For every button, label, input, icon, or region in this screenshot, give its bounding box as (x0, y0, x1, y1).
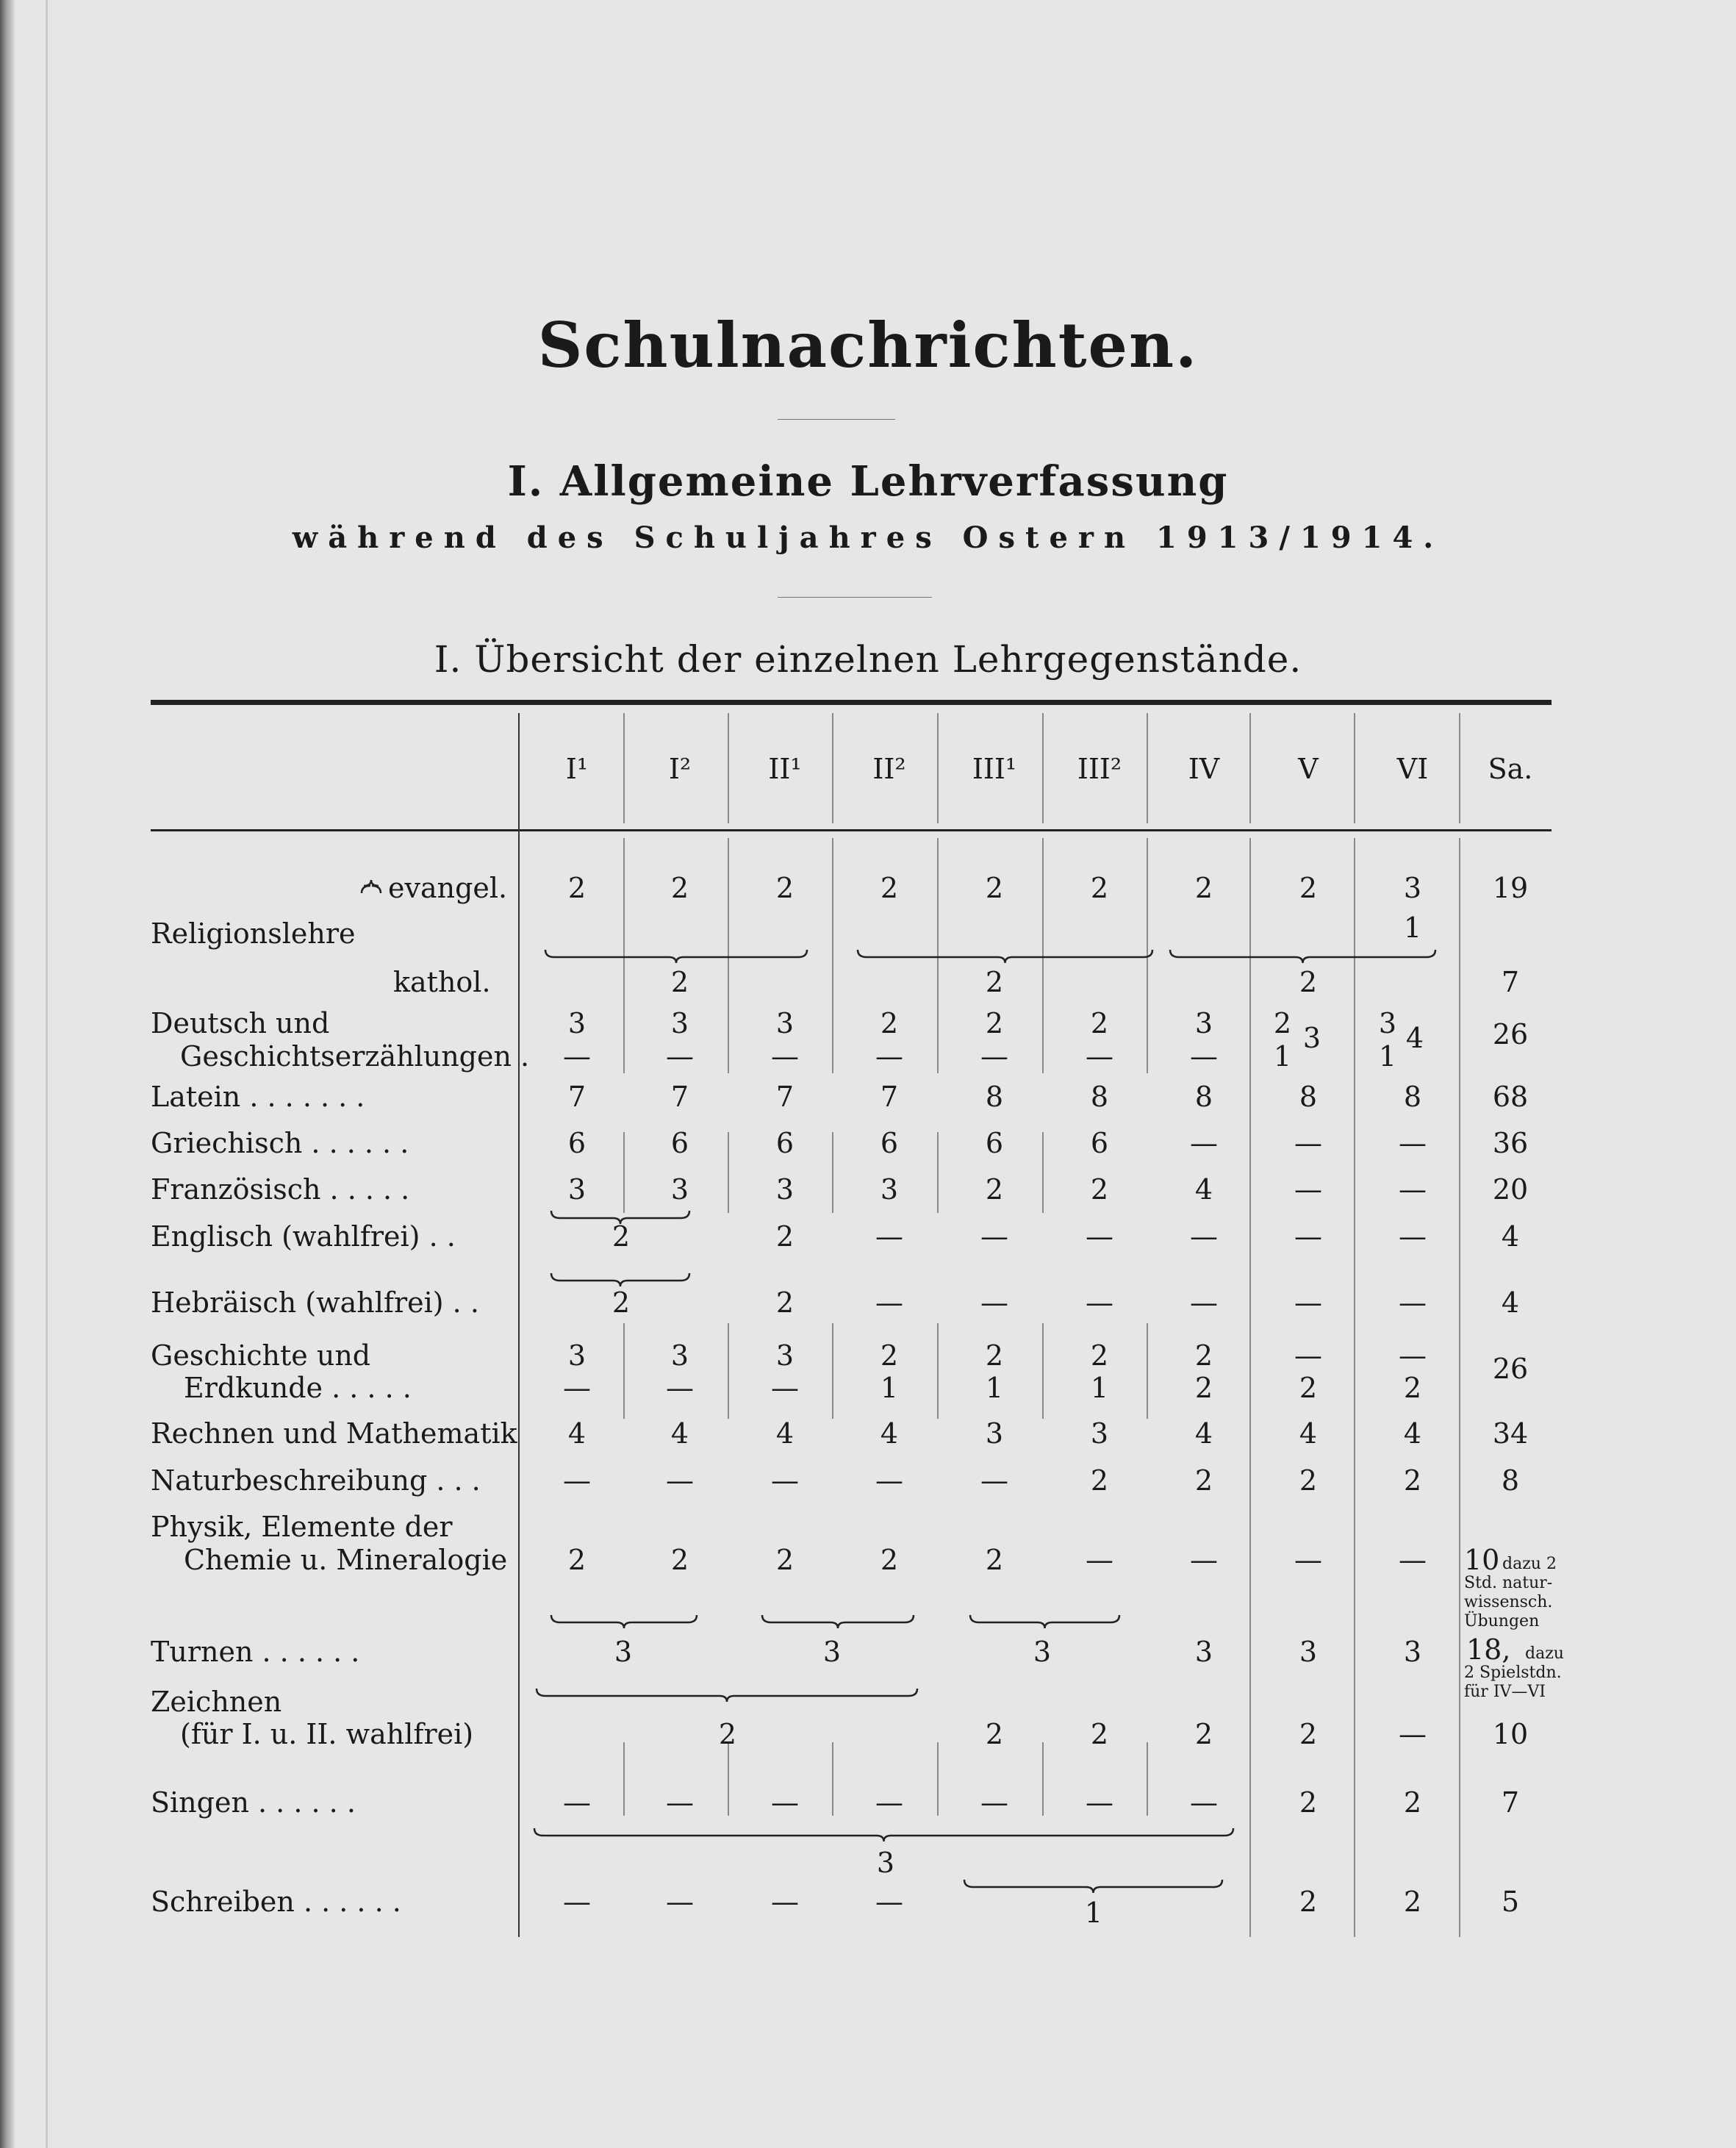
physik-value: — (1190, 1544, 1218, 1576)
deutsch-top-value: 3 (567, 1007, 587, 1039)
column-rule (623, 1742, 625, 1816)
religion-evangel-value: 2 (1299, 872, 1318, 904)
subject-label: Französisch . . . . . (151, 1173, 410, 1206)
natur-value: 8 (1501, 1464, 1520, 1497)
deutsch-bottom-value: — (666, 1040, 694, 1073)
natur-value: 2 (1194, 1464, 1213, 1497)
turnen-brace-1 (550, 1614, 698, 1630)
column-rule (1147, 713, 1148, 823)
zeichnen-value: 2 (985, 1718, 1004, 1750)
religion-evangel-value: 2 (567, 872, 587, 904)
hebraeisch-value: — (1190, 1286, 1218, 1319)
schreiben-value: 2 (1299, 1886, 1318, 1918)
physik-label-2: Chemie u. Mineralogie (184, 1544, 508, 1576)
geschichte-top-value: 2 (985, 1339, 1004, 1372)
deutsch-label-2: Geschichtserzählungen . (180, 1040, 530, 1073)
rechnen-value: 3 (985, 1417, 1004, 1450)
column-rule (728, 1132, 729, 1213)
singen-value: 2 (1299, 1786, 1318, 1819)
column-rule (832, 838, 833, 1073)
schreiben-value: — (875, 1886, 903, 1918)
subject-value: 6 (670, 1127, 689, 1159)
religion-evangel-value: 2 (880, 872, 899, 904)
rechnen-value: 4 (670, 1417, 689, 1450)
subject-label: Griechisch . . . . . . (151, 1127, 409, 1159)
religion-evangel-value: 2 (1194, 872, 1213, 904)
subject-value: 6 (985, 1127, 1004, 1159)
subject-value: 3 (880, 1173, 899, 1206)
singen-value: — (1086, 1786, 1113, 1819)
rechnen-value: 4 (880, 1417, 899, 1450)
geschichte-top-value: 2 (1090, 1339, 1109, 1372)
deutsch-top-value: 3 (1194, 1007, 1213, 1039)
schreiben-value: — (563, 1886, 591, 1918)
zeichnen-value: 2 (1299, 1718, 1318, 1750)
schreiben-brace (963, 1878, 1224, 1894)
deutsch-bottom-value: — (771, 1040, 799, 1073)
turnen-label: Turnen . . . . . . (151, 1636, 360, 1668)
physik-label-1: Physik, Elemente der (151, 1511, 453, 1543)
geschichte-bottom-value: — (563, 1372, 591, 1404)
subject-value: 3 (567, 1173, 587, 1206)
geschichte-bottom-value: — (771, 1372, 799, 1404)
rechnen-value: 4 (567, 1417, 587, 1450)
rechnen-label: Rechnen und Mathematik (151, 1417, 517, 1450)
deutsch-vi-sum: 4 (1405, 1022, 1424, 1054)
column-rule (623, 1323, 625, 1419)
subject-value: — (1294, 1173, 1322, 1206)
natur-value: — (666, 1464, 694, 1497)
kathol-brace-3 (1169, 948, 1437, 964)
turnen-brace-2 (761, 1614, 915, 1630)
geschichte-label-2: Erdkunde . . . . . (184, 1372, 412, 1404)
subject-value: 3 (670, 1173, 689, 1206)
column-rule (832, 1132, 833, 1213)
subject-value: 6 (775, 1127, 795, 1159)
englisch-value: — (1399, 1220, 1427, 1253)
schreiben-merged: 1 (1084, 1897, 1103, 1929)
hebraeisch-value: — (875, 1286, 903, 1319)
singen-brace (533, 1827, 1235, 1843)
column-rule (1042, 1323, 1044, 1419)
column-rule (1147, 1323, 1148, 1419)
zeichnen-value: 10 (1492, 1718, 1529, 1750)
singen-merged-below: 3 (876, 1847, 895, 1879)
physik-value: 2 (880, 1544, 899, 1576)
column-header: III² (1077, 753, 1122, 785)
header-bottom-rule (151, 829, 1552, 831)
section-heading: I. Allgemeine Lehrverfassung (507, 457, 1229, 506)
subject-value: 7 (670, 1081, 689, 1113)
title-divider (778, 419, 895, 420)
geschichte-top-value: 3 (670, 1339, 689, 1372)
subject-value: 6 (1090, 1127, 1109, 1159)
physik-value: — (1294, 1544, 1322, 1576)
turnen-brace-3 (969, 1614, 1121, 1630)
column-header: III¹ (972, 753, 1017, 785)
zeichnen-value: 2 (1194, 1718, 1213, 1750)
deutsch-bottom-value: — (1190, 1040, 1218, 1073)
table-title: I. Übersicht der einzelnen Lehrgegenstände. (434, 638, 1302, 681)
turnen-value: 3 (1194, 1636, 1213, 1668)
englisch-value: — (875, 1220, 903, 1253)
turnen-note: für IV—VI (1464, 1683, 1546, 1701)
physik-value: 2 (670, 1544, 689, 1576)
subject-value: 68 (1492, 1081, 1529, 1113)
englisch-value: 2 (775, 1220, 795, 1253)
subject-label: Latein . . . . . . . (151, 1081, 365, 1113)
column-rule (1042, 713, 1044, 823)
column-header: II¹ (768, 753, 802, 785)
subject-value: — (1190, 1127, 1218, 1159)
hebraeisch-merged: 2 (611, 1286, 631, 1319)
englisch-value: — (980, 1220, 1008, 1253)
schreiben-value: 5 (1501, 1886, 1520, 1918)
zeichnen-merged: 2 (718, 1718, 737, 1750)
rechnen-value: 4 (775, 1417, 795, 1450)
rechnen-value: 3 (1090, 1417, 1109, 1450)
turnen-note: dazu (1525, 1644, 1564, 1663)
deutsch-v-top: 2 (1273, 1007, 1292, 1039)
hebraeisch-value: — (980, 1286, 1008, 1319)
physik-total: 10 (1464, 1544, 1500, 1576)
geschichte-top-value: 2 (1194, 1339, 1213, 1372)
column-header: I¹ (565, 753, 589, 785)
deutsch-top-value: 2 (880, 1007, 899, 1039)
religion-evangel-value: 3 (1403, 872, 1422, 904)
subject-value: 8 (1194, 1081, 1213, 1113)
turnen-total: 18, (1466, 1633, 1511, 1666)
column-header: VI (1396, 753, 1429, 785)
section-subheading: während des Schuljahres Ostern 1913/1914. (292, 520, 1444, 555)
geschichte-total: 26 (1492, 1353, 1529, 1385)
physik-value: 2 (775, 1544, 795, 1576)
natur-value: 2 (1090, 1464, 1109, 1497)
physik-note: dazu 2 (1502, 1555, 1557, 1573)
column-rule (1354, 838, 1355, 1937)
subject-value: 2 (1090, 1173, 1109, 1206)
religion-evangel-value: 19 (1492, 872, 1529, 904)
religion-kathol-value: 2 (985, 966, 1004, 998)
subject-value: 8 (1090, 1081, 1109, 1113)
deutsch-v-bottom: 1 (1273, 1040, 1292, 1073)
englisch-value: 4 (1501, 1220, 1520, 1253)
column-rule (1354, 713, 1355, 823)
zeichnen-brace (535, 1687, 919, 1703)
religion-evangel-value: 2 (775, 872, 795, 904)
physik-value: 2 (985, 1544, 1004, 1576)
subject-value: — (1399, 1127, 1427, 1159)
turnen-merged: 3 (614, 1636, 633, 1668)
physik-note: Übungen (1464, 1612, 1540, 1630)
geschichte-label-1: Geschichte und (151, 1339, 371, 1372)
natur-label: Naturbeschreibung . . . (151, 1464, 481, 1497)
deutsch-bottom-value: — (980, 1040, 1008, 1073)
geschichte-top-value: 3 (775, 1339, 795, 1372)
schreiben-value: — (771, 1886, 799, 1918)
singen-value: — (1190, 1786, 1218, 1819)
column-rule (728, 1323, 729, 1419)
column-rule (1459, 713, 1460, 823)
subject-value: 36 (1492, 1127, 1529, 1159)
schreiben-value: — (666, 1886, 694, 1918)
englisch-label: Englisch (wahlfrei) . . (151, 1220, 456, 1253)
deutsch-bottom-value: — (563, 1040, 591, 1073)
rechnen-value: 4 (1403, 1417, 1422, 1450)
deutsch-top-value: 2 (985, 1007, 1004, 1039)
column-rule (937, 1742, 939, 1816)
religion-evangel-value: 2 (985, 872, 1004, 904)
zeichnen-value: 2 (1090, 1718, 1109, 1750)
label-column-rule (518, 713, 520, 1937)
englisch-value: — (1086, 1220, 1113, 1253)
singen-label: Singen . . . . . . (151, 1786, 356, 1819)
column-rule (1249, 713, 1251, 823)
turnen-merged: 3 (1033, 1636, 1052, 1668)
religion-evangel-value: 2 (1090, 872, 1109, 904)
turnen-value: 3 (1299, 1636, 1318, 1668)
singen-value: — (666, 1786, 694, 1819)
kathol-brace-2 (856, 948, 1154, 964)
deutsch-label-1: Deutsch und (151, 1007, 330, 1039)
natur-value: — (563, 1464, 591, 1497)
column-rule (1147, 1742, 1148, 1816)
schreiben-value: 2 (1403, 1886, 1422, 1918)
geschichte-bottom-value: 1 (985, 1372, 1004, 1404)
zeichnen-label-1: Zeichnen (151, 1686, 282, 1718)
hebraeisch-value: — (1086, 1286, 1113, 1319)
religion-evangel-label: evangel. (388, 872, 508, 904)
column-header: IV (1188, 753, 1220, 785)
zeichnen-label-2: (für I. u. II. wahlfrei) (180, 1718, 474, 1750)
physik-value: 2 (567, 1544, 587, 1576)
deutsch-top-value: 3 (670, 1007, 689, 1039)
englisch-value: — (1190, 1220, 1218, 1253)
subject-value: 7 (880, 1081, 899, 1113)
geschichte-bottom-value: 2 (1403, 1372, 1422, 1404)
subject-value: — (1294, 1127, 1322, 1159)
physik-value: — (1086, 1544, 1113, 1576)
deutsch-bottom-value: — (875, 1040, 903, 1073)
geschichte-bottom-value: 2 (1194, 1372, 1213, 1404)
column-rule (1459, 838, 1460, 1937)
column-rule (832, 713, 833, 823)
column-header: I² (668, 753, 692, 785)
column-rule (1249, 838, 1251, 1937)
column-rule (623, 713, 625, 823)
geschichte-bottom-value: — (666, 1372, 694, 1404)
column-header: Sa. (1488, 753, 1533, 785)
geschichte-top-value: 2 (880, 1339, 899, 1372)
englisch-value: — (1294, 1220, 1322, 1253)
subject-value: 7 (567, 1081, 587, 1113)
religion-evangel-value: 2 (670, 872, 689, 904)
religion-kathol-value: 7 (1501, 966, 1520, 998)
deutsch-vi-bottom: 1 (1378, 1040, 1397, 1073)
subject-value: 8 (985, 1081, 1004, 1113)
natur-value: 2 (1403, 1464, 1422, 1497)
physik-value: — (1399, 1544, 1427, 1576)
column-rule (937, 1132, 939, 1213)
column-header: V (1298, 753, 1319, 785)
deutsch-top-value: 2 (1090, 1007, 1109, 1039)
geschichte-bottom-value: 1 (1090, 1372, 1109, 1404)
subject-value: 20 (1492, 1173, 1529, 1206)
singen-value: — (980, 1786, 1008, 1819)
column-rule (623, 1132, 625, 1213)
subject-value: 3 (775, 1173, 795, 1206)
geschichte-bottom-value: 1 (880, 1372, 899, 1404)
column-rule (1042, 1742, 1044, 1816)
physik-note: wissensch. (1464, 1593, 1553, 1611)
natur-value: — (875, 1464, 903, 1497)
page-title: Schulnachrichten. (537, 309, 1199, 382)
column-rule (728, 713, 729, 823)
rechnen-value: 4 (1194, 1417, 1213, 1450)
religion-bracket (360, 878, 382, 895)
englisch-merged: 2 (611, 1220, 631, 1253)
singen-value: 7 (1501, 1786, 1520, 1819)
deutsch-vi-top: 3 (1378, 1007, 1397, 1039)
column-rule (832, 1742, 833, 1816)
schreiben-label: Schreiben . . . . . . (151, 1886, 401, 1918)
subheading-divider (778, 597, 932, 598)
column-header: II² (872, 753, 906, 785)
religion-kathol-value: 2 (1299, 966, 1318, 998)
subject-value: 8 (1299, 1081, 1318, 1113)
hebraeisch-value: — (1399, 1286, 1427, 1319)
geschichte-bottom-value: 2 (1299, 1372, 1318, 1404)
subject-value: 4 (1194, 1173, 1213, 1206)
zeichnen-value: — (1399, 1718, 1427, 1750)
subject-value: 2 (985, 1173, 1004, 1206)
geschichte-top-value: — (1399, 1339, 1427, 1372)
geschichte-top-value: — (1294, 1339, 1322, 1372)
subject-value: 6 (880, 1127, 899, 1159)
rechnen-value: 4 (1299, 1417, 1318, 1450)
column-rule (937, 713, 939, 823)
kathol-brace-1 (544, 948, 808, 964)
table-top-rule (151, 700, 1552, 705)
singen-value: — (771, 1786, 799, 1819)
deutsch-v-sum: 3 (1302, 1022, 1321, 1054)
turnen-value: 3 (1403, 1636, 1422, 1668)
column-rule (728, 1742, 729, 1816)
religion-vi-extra: 1 (1403, 912, 1422, 944)
subject-value: 8 (1403, 1081, 1422, 1113)
natur-value: 2 (1299, 1464, 1318, 1497)
religion-kathol-value: 2 (670, 966, 689, 998)
deutsch-total: 26 (1492, 1018, 1529, 1050)
singen-value: — (875, 1786, 903, 1819)
hebraeisch-brace (550, 1272, 691, 1288)
column-rule (832, 1323, 833, 1419)
turnen-note: 2 Spielstdn. (1464, 1664, 1562, 1682)
singen-value: — (563, 1786, 591, 1819)
deutsch-bottom-value: — (1086, 1040, 1113, 1073)
deutsch-top-value: 3 (775, 1007, 795, 1039)
physik-note: Std. natur- (1464, 1574, 1553, 1592)
religion-label: Religionslehre (151, 917, 356, 950)
hebraeisch-value: 2 (775, 1286, 795, 1319)
rechnen-value: 34 (1492, 1417, 1529, 1450)
subject-value: 7 (775, 1081, 795, 1113)
column-rule (1042, 1132, 1044, 1213)
hebraeisch-value: — (1294, 1286, 1322, 1319)
natur-value: — (771, 1464, 799, 1497)
turnen-merged: 3 (822, 1636, 842, 1668)
singen-value: 2 (1403, 1786, 1422, 1819)
column-rule (937, 1323, 939, 1419)
hebraeisch-label: Hebräisch (wahlfrei) . . (151, 1286, 479, 1319)
hebraeisch-value: 4 (1501, 1286, 1520, 1319)
geschichte-top-value: 3 (567, 1339, 587, 1372)
subject-value: 6 (567, 1127, 587, 1159)
natur-value: — (980, 1464, 1008, 1497)
subject-value: — (1399, 1173, 1427, 1206)
religion-kathol-label: kathol. (393, 966, 491, 998)
